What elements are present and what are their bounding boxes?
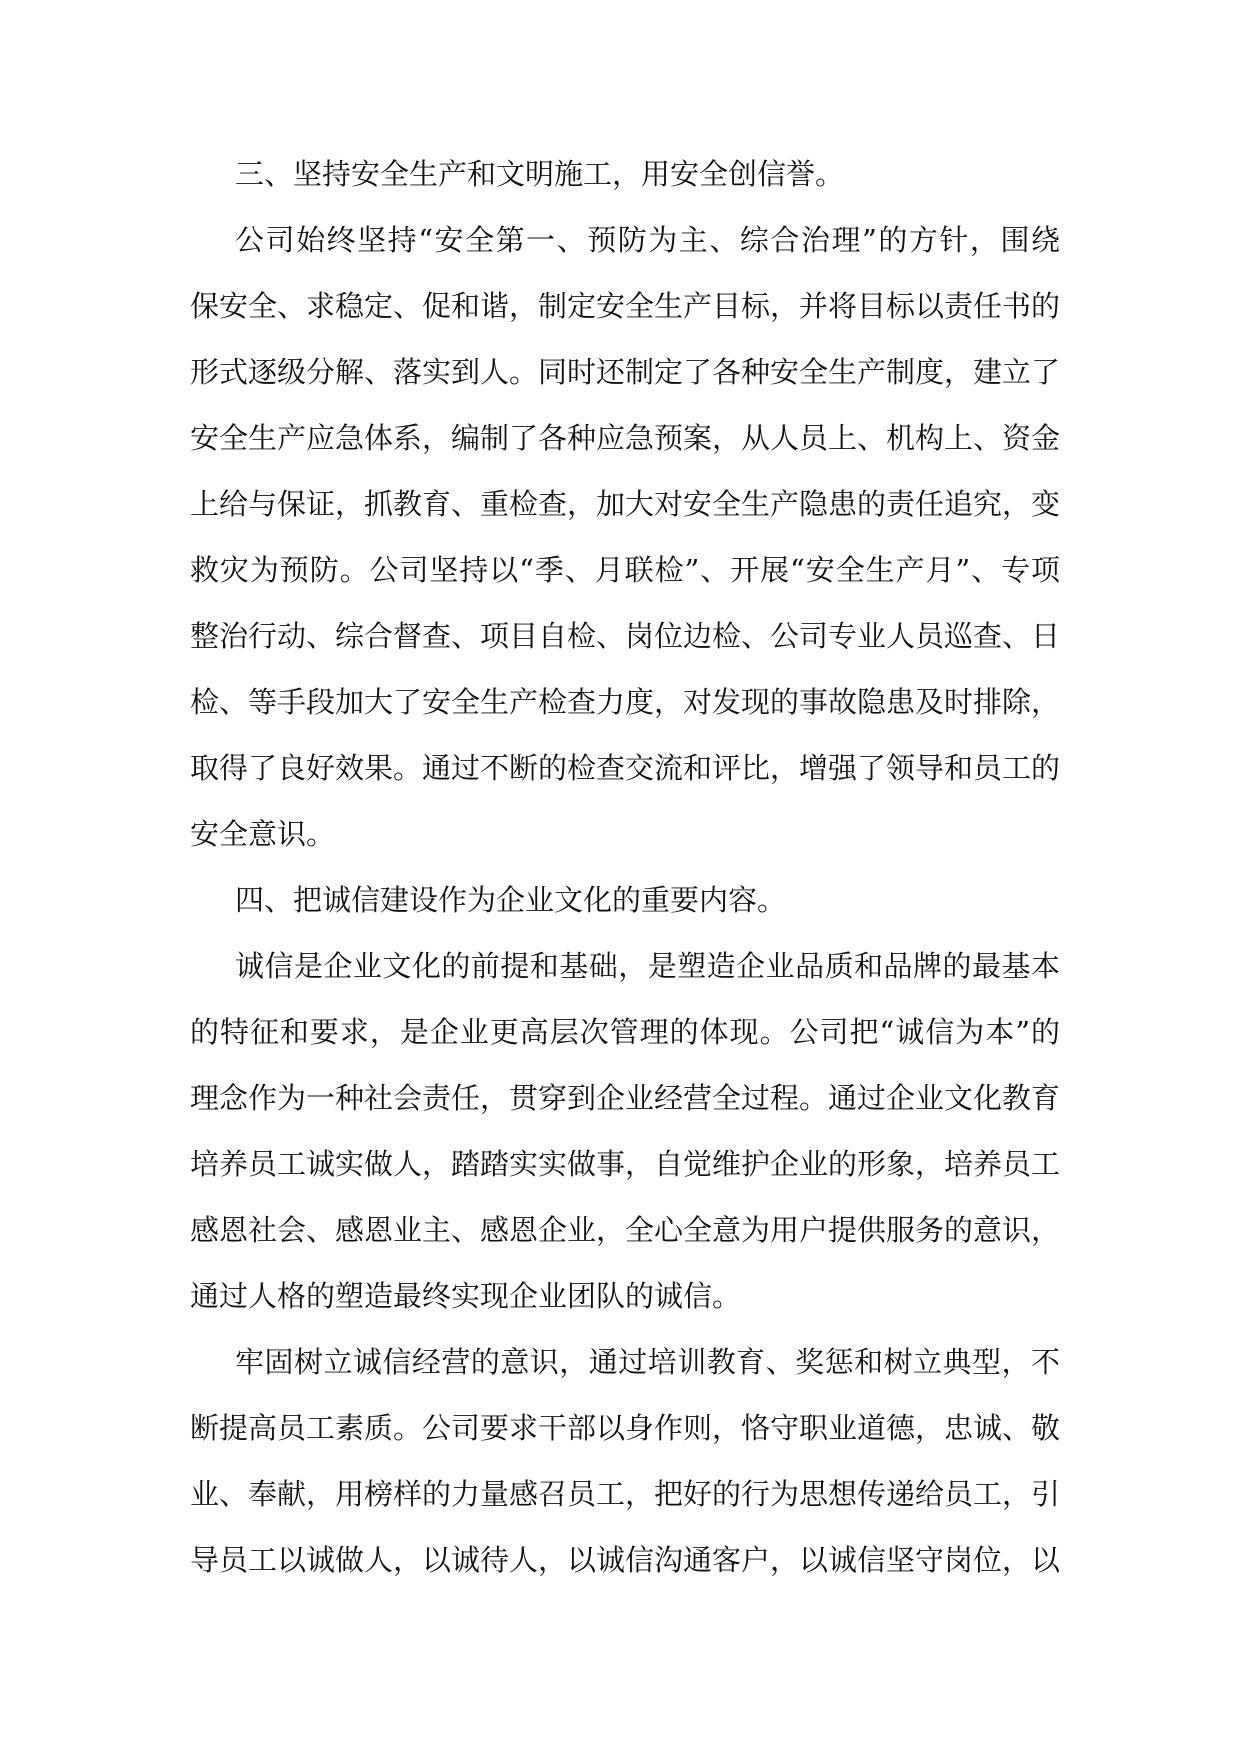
paragraph-line: 安全意识。: [190, 817, 336, 851]
paragraph-line: 断提高员工素质。公司要求干部以身作则，恪守职业道德，忠诚、敬: [190, 1411, 1061, 1445]
paragraph-line: 导员工以诚做人，以诚待人，以诚信沟通客户，以诚信坚守岗位，以: [190, 1543, 1061, 1577]
section-heading-integrity: 四、把诚信建设作为企业文化的重要内容。: [235, 883, 787, 917]
paragraph-line: 取得了良好效果。通过不断的检查交流和评比，增强了领导和员工的: [190, 751, 1061, 785]
paragraph-line: 检、等手段加大了安全生产检查力度，对发现的事故隐患及时排除，: [190, 685, 1061, 719]
paragraph-line: 救灾为预防。公司坚持以“季、月联检”、开展“安全生产月”、专项: [190, 553, 1060, 587]
paragraph-line: 通过人格的塑造最终实现企业团队的诚信。: [190, 1279, 742, 1313]
paragraph-line: 业、奉献，用榜样的力量感召员工，把好的行为思想传递给员工，引: [190, 1477, 1061, 1511]
paragraph-line: 公司始终坚持“安全第一、预防为主、综合治理”的方针，围绕: [235, 223, 1060, 257]
paragraph-line: 安全生产应急体系，编制了各种应急预案，从人员上、机构上、资金: [190, 421, 1061, 455]
paragraph-line: 整治行动、综合督查、项目自检、岗位边检、公司专业人员巡查、日: [190, 619, 1061, 653]
paragraph-line: 感恩社会、感恩业主、感恩企业，全心全意为用户提供服务的意识，: [190, 1213, 1061, 1247]
paragraph-line: 培养员工诚实做人，踏踏实实做事，自觉维护企业的形象，培养员工: [190, 1147, 1061, 1181]
section-heading-safety: 三、坚持安全生产和文明施工，用安全创信誉。: [235, 157, 845, 191]
document-body: [190, 157, 1060, 1609]
paragraph-line: 的特征和要求，是企业更高层次管理的体现。公司把“诚信为本”的: [190, 1015, 1060, 1049]
paragraph-line: 上给与保证，抓教育、重检查，加大对安全生产隐患的责任追究，变: [190, 487, 1061, 521]
paragraph-line: 保安全、求稳定、促和谐，制定安全生产目标，并将目标以责任书的: [190, 289, 1061, 323]
paragraph-line: 牢固树立诚信经营的意识，通过培训教育、奖惩和树立典型，不: [235, 1345, 1060, 1379]
paragraph-line: 形式逐级分解、落实到人。同时还制定了各种安全生产制度，建立了: [190, 355, 1061, 389]
paragraph-line: 理念作为一种社会责任，贯穿到企业经营全过程。通过企业文化教育: [190, 1081, 1061, 1115]
paragraph-line: 诚信是企业文化的前提和基础，是塑造企业品质和品牌的最基本: [235, 949, 1060, 983]
